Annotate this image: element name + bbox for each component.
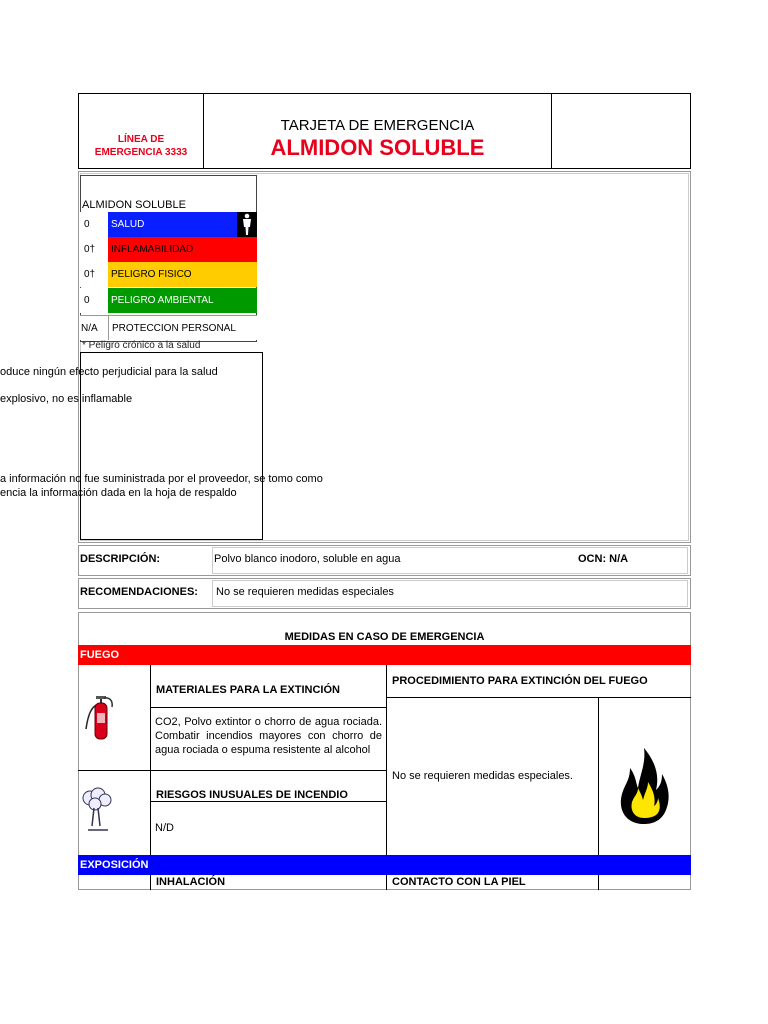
hazard-row-physical: [80, 262, 257, 287]
smoke-cloud-icon: [80, 786, 114, 836]
hazard-level: 0: [80, 212, 108, 237]
note-line-2: explosivo, no es inflamable: [0, 393, 133, 405]
fire-bar: FUEGO: [78, 645, 691, 665]
grid-v-2: [386, 665, 387, 855]
procedure-text: No se requieren medidas especiales.: [392, 770, 573, 782]
grid-v-3: [598, 697, 599, 855]
skin-contact-title: CONTACTO CON LA PIEL: [392, 876, 526, 888]
grid-h-3: [78, 770, 386, 771]
person-icon: [237, 212, 257, 237]
extinction-materials-text: CO2, Polvo extintor o chorro de agua rociada. Combatir incendios mayores con chorro de agua rociada o espuma resistente al alcohol: [155, 716, 382, 756]
grid-h-1: [150, 707, 386, 708]
note-line-4: encia la información dada en la hoja de respaldo: [0, 487, 237, 499]
grid-v-1: [150, 665, 151, 855]
hotline-line2: EMERGENCIA 3333: [94, 147, 188, 158]
ocn-value: OCN: N/A: [578, 553, 629, 565]
hotline-line1: LÍNEA DE: [117, 134, 165, 145]
hazard-name: INFLAMABILIDAD: [111, 244, 194, 255]
notes-box: [80, 352, 263, 540]
hazard-product-name: ALMIDON SOLUBLE: [82, 199, 186, 211]
emergency-title: MEDIDAS EN CASO DE EMERGENCIA: [284, 631, 485, 643]
exposure-bar: EXPOSICIÓN: [78, 855, 691, 875]
grid-v-5: [386, 875, 387, 890]
hazard-level: 0: [80, 288, 108, 313]
hazard-row-flammability: [80, 237, 257, 262]
hazard-name: PROTECCION PERSONAL: [112, 322, 236, 334]
hazard-level: 0†: [80, 262, 108, 287]
grid-h-4: [150, 801, 386, 802]
note-line-1: oduce ningún efecto perjudicial para la salud: [0, 366, 218, 378]
hazard-row-ppe: [80, 315, 257, 340]
recommendations-value: No se requieren medidas especiales: [216, 586, 394, 598]
hazard-row-health: [80, 212, 257, 237]
recommendations-label: RECOMENDACIONES:: [80, 586, 198, 598]
grid-v-6: [598, 875, 599, 890]
note-line-3: a información no fue suministrada por el proveedor, se tomo como: [0, 473, 323, 485]
hazard-level: N/A: [80, 316, 109, 340]
procedure-title: PROCEDIMIENTO PARA EXTINCIÓN DEL FUEGO: [392, 675, 648, 687]
description-label: DESCRIPCIÓN:: [80, 553, 161, 565]
hotline-label: [80, 133, 202, 159]
hazard-name: PELIGRO AMBIENTAL: [111, 295, 214, 306]
card-title: TARJETA DE EMERGENCIA: [280, 117, 475, 134]
fire-extinguisher-icon: [82, 693, 116, 741]
grid-h-2: [386, 697, 691, 698]
flame-icon: [616, 738, 672, 828]
inhalation-title: INHALACIÓN: [156, 876, 226, 888]
unusual-risks-title: RIESGOS INUSUALES DE INCENDIO: [156, 789, 348, 801]
description-value: Polvo blanco inodoro, soluble en agua: [214, 553, 401, 565]
hazard-level: 0†: [80, 237, 108, 262]
hazard-name: SALUD: [111, 219, 145, 230]
hazard-row-environmental: [80, 288, 257, 313]
header-divider-2: [551, 93, 552, 169]
grid-v-4: [150, 875, 151, 890]
hazard-footnote: * Peligro crónico a la salud: [82, 340, 201, 351]
unusual-risks-text: N/D: [155, 822, 174, 834]
product-title: ALMIDON SOLUBLE: [270, 135, 485, 160]
hazard-name: PELIGRO FISICO: [111, 269, 192, 280]
extinction-materials-title: MATERIALES PARA LA EXTINCIÓN: [156, 684, 340, 696]
